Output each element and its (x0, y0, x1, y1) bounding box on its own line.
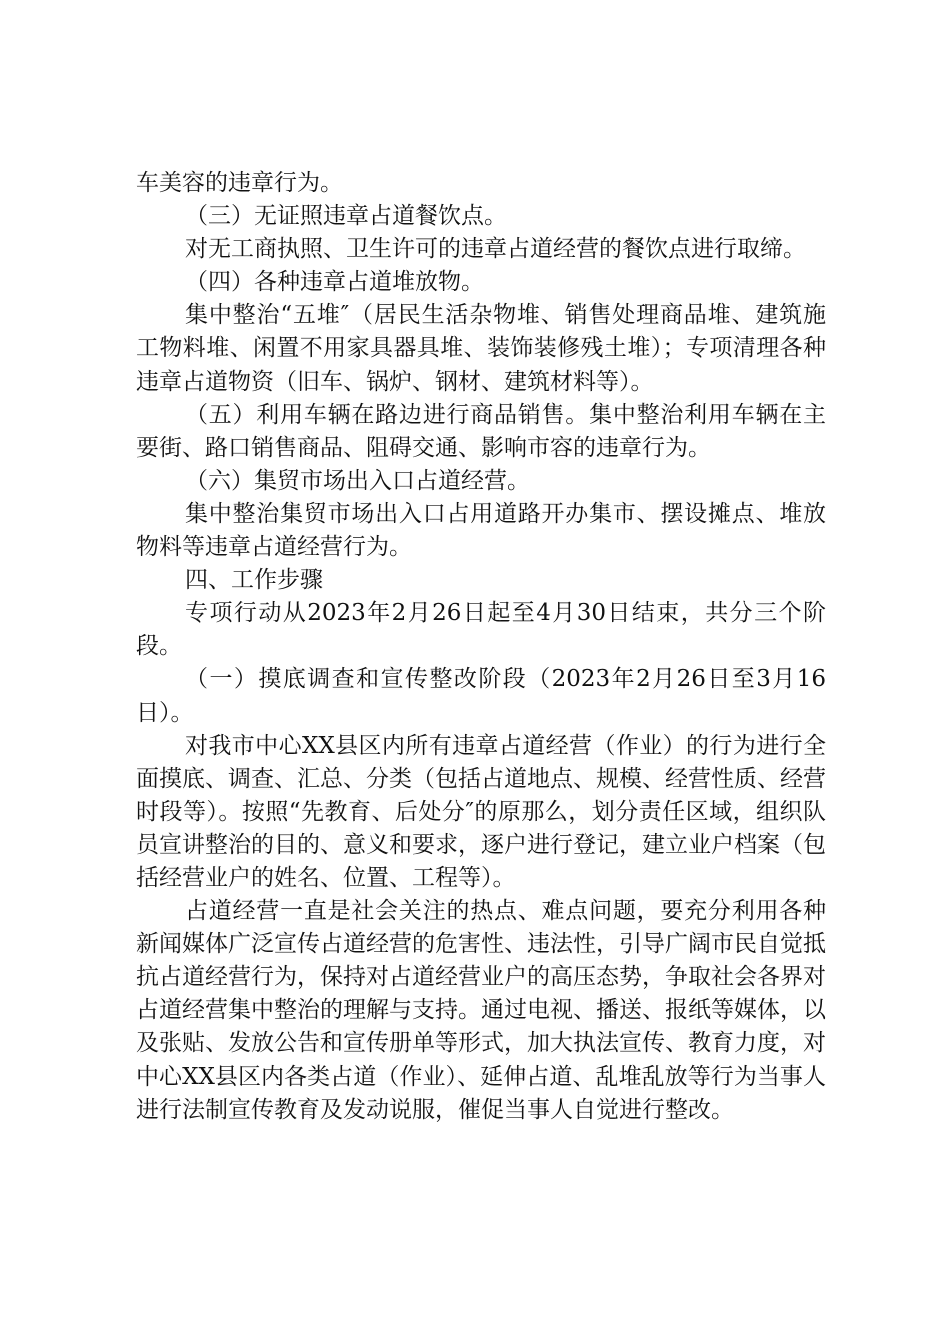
paragraph-1: 车美容的违章行为。 (136, 170, 343, 196)
paragraph-8: 集中整治集贸市场出入口占用道路开办集市、摆设摊点、堆放物料等违章占道经营行为。 (136, 500, 826, 561)
paragraph-5: 集中整治“五堆″（居民生活杂物堆、销售处理商品堆、建筑施工物料堆、闲置不用家具器具堆、装饰装修残土堆）；专项清理各种违章占道物资（旧车、锅炉、钢材、建筑材料等）。 (136, 302, 826, 395)
paragraph-11: （一）摸底调查和宣传整改阶段（2023年2月26日至3月16日）。 (136, 666, 826, 726)
paragraph-2: （三）无证照违章占道餐饮点。 (185, 203, 507, 230)
document-body (136, 167, 826, 1127)
paragraph-7: （六）集贸市场出入口占道经营。 (185, 467, 530, 494)
paragraph-6: （五）利用车辆在路边进行商品销售。集中整治利用车辆在主要街、路口销售商品、阻碍交通、影响市容的违章行为。 (136, 401, 826, 461)
paragraph-13: 占道经营一直是社会关注的热点、难点问题，要充分利用各种新闻媒体广泛宣传占道经营的危害性、违法性，引导广阔市民自觉抵抗占道经营行为，保持对占道经营业户的高压态势，争取社会各界对占道经营集中整治的理解与支持。通过电视、播送、报纸等媒体，以及张贴、发放公告和宣传册单等形式，加大执法宣传、教育力度，对中心XX县区内各类占道（作业）、延伸占道、乱堆乱放等行为当事人进行法制宣传教育及发动说服，催促当事人自觉进行整改。 (136, 898, 826, 1123)
section-heading: 四、工作步骤 (185, 567, 323, 594)
paragraph-10: 专项行动从2023年2月26日起至4月30日结束，共分三个阶段。 (136, 600, 826, 660)
paragraph-3: 对无工商执照、卫生许可的违章占道经营的餐饮点进行取缔。 (185, 236, 806, 263)
paragraph-12: 对我市中心XX县区内所有违章占道经营（作业）的行为进行全面摸底、调查、汇总、分类（包括占道地点、规模、经营性质、经营时段等）。按照“先教育、后处分″的原那么，划分责任区域，组织队员宣讲整治的目的、意义和要求，逐户进行登记，建立业户档案（包括经营业户的姓名、位置、工程等）。 (136, 732, 826, 891)
paragraph-4: （四）各种违章占道堆放物。 (185, 269, 484, 296)
